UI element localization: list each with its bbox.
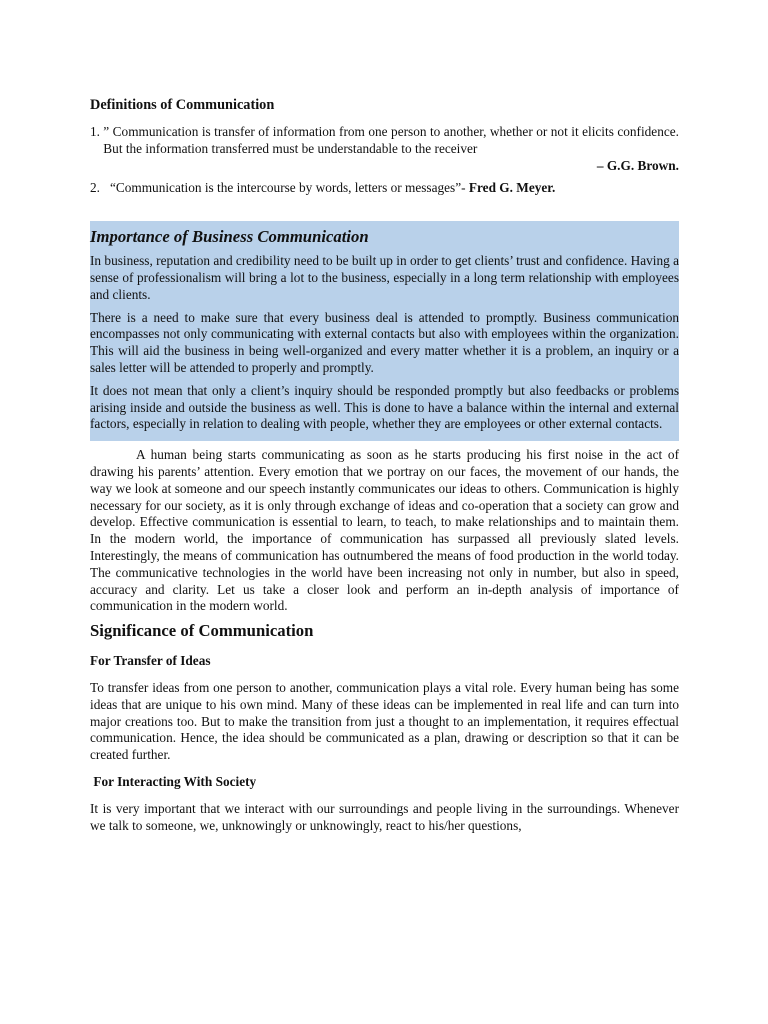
definition-number-1: 1. xyxy=(90,124,104,139)
definition-author-2: Fred G. Meyer. xyxy=(468,180,556,196)
importance-highlight-block xyxy=(90,221,679,441)
importance-paragraph-3: It does not mean that only a client’s inquiry should be responded promptly but also feedbacks or problems arising inside and outside the business as well. This is done to have a balance within the internal and external factors, especially in relation to dealing with people, whether they are employees or other external contacts. xyxy=(90,382,679,432)
importance-heading: Importance of Business Communication xyxy=(90,227,369,247)
definition-number-2: 2. xyxy=(90,180,110,196)
definition-author-1: – G.G. Brown. xyxy=(596,157,679,173)
definition-item-1 xyxy=(90,124,679,158)
definition-quote-2: “Communication is the intercourse by words, letters or messages”- xyxy=(109,180,469,196)
transfer-ideas-paragraph: To transfer ideas from one person to another, communication plays a vital role. Every human being has some ideas that are unique to his own mind. Many of these ideas can be implemented in real life and can turn into major creations too. But to make the transition from just a thought to an implementation, it requires effectual communication. Hence, the idea should be communicated as a plan, drawing or description so that it can be created further. xyxy=(90,679,679,763)
definition-item-2 xyxy=(90,180,679,197)
significance-heading: Significance of Communication xyxy=(90,621,314,641)
importance-paragraph-2: There is a need to make sure that every business deal is attended to promptly. Business communication encompasses not only communicating with external contacts but also with employees within the organization. This will aid the business in being well-organized and every matter whether it is a problem, an inquiry or a sales letter will be attended to properly and promptly. xyxy=(90,309,679,375)
definitions-heading: Definitions of Communication xyxy=(90,97,275,113)
transfer-ideas-heading: For Transfer of Ideas xyxy=(90,653,211,669)
interacting-society-paragraph: It is very important that we interact with our surroundings and people living in the surroundings. Whenever we talk to someone, we, unknowingly or unknowingly, react to his/her questions, xyxy=(90,800,679,833)
document-page xyxy=(90,96,679,840)
definition-text-1: ” Communication is transfer of information from one person to another, whether or not it elicits confidence. But the information transferred must be understandable to the receiver xyxy=(103,124,679,156)
interacting-society-heading: For Interacting With Society xyxy=(90,773,257,789)
importance-paragraph-1: In business, reputation and credibility need to be built up in order to get clients’ trust and confidence. Having a sense of professionalism will bring a lot to the business, especially in a long term relationship with employees and clients. xyxy=(90,253,679,302)
intro-paragraph: A human being starts communicating as soon as he starts producing his first noise in the act of drawing his parents’ attention. Every emotion that we portray on our faces, the movement of our hands, the way we look at someone and our speech instantly communicates our ideas to others. Communication is highly necessary for our society, as it is only through exchange of ideas and co-operation that a society can grow and develop. Effective communication is essential to learn, to teach, to make relationships and to maintain them. In the modern world, the importance of communication has surpassed all previously slated levels. Interestingly, the means of communication has outnumbered the means of food production in the world today. The communicative technologies in the world have been increasing not only in number, but also in speed, accuracy and clarity. Let us take a closer look and perform an in-depth analysis of importance of communication in the modern world. xyxy=(90,447,679,614)
definition-text-2 xyxy=(110,180,679,197)
